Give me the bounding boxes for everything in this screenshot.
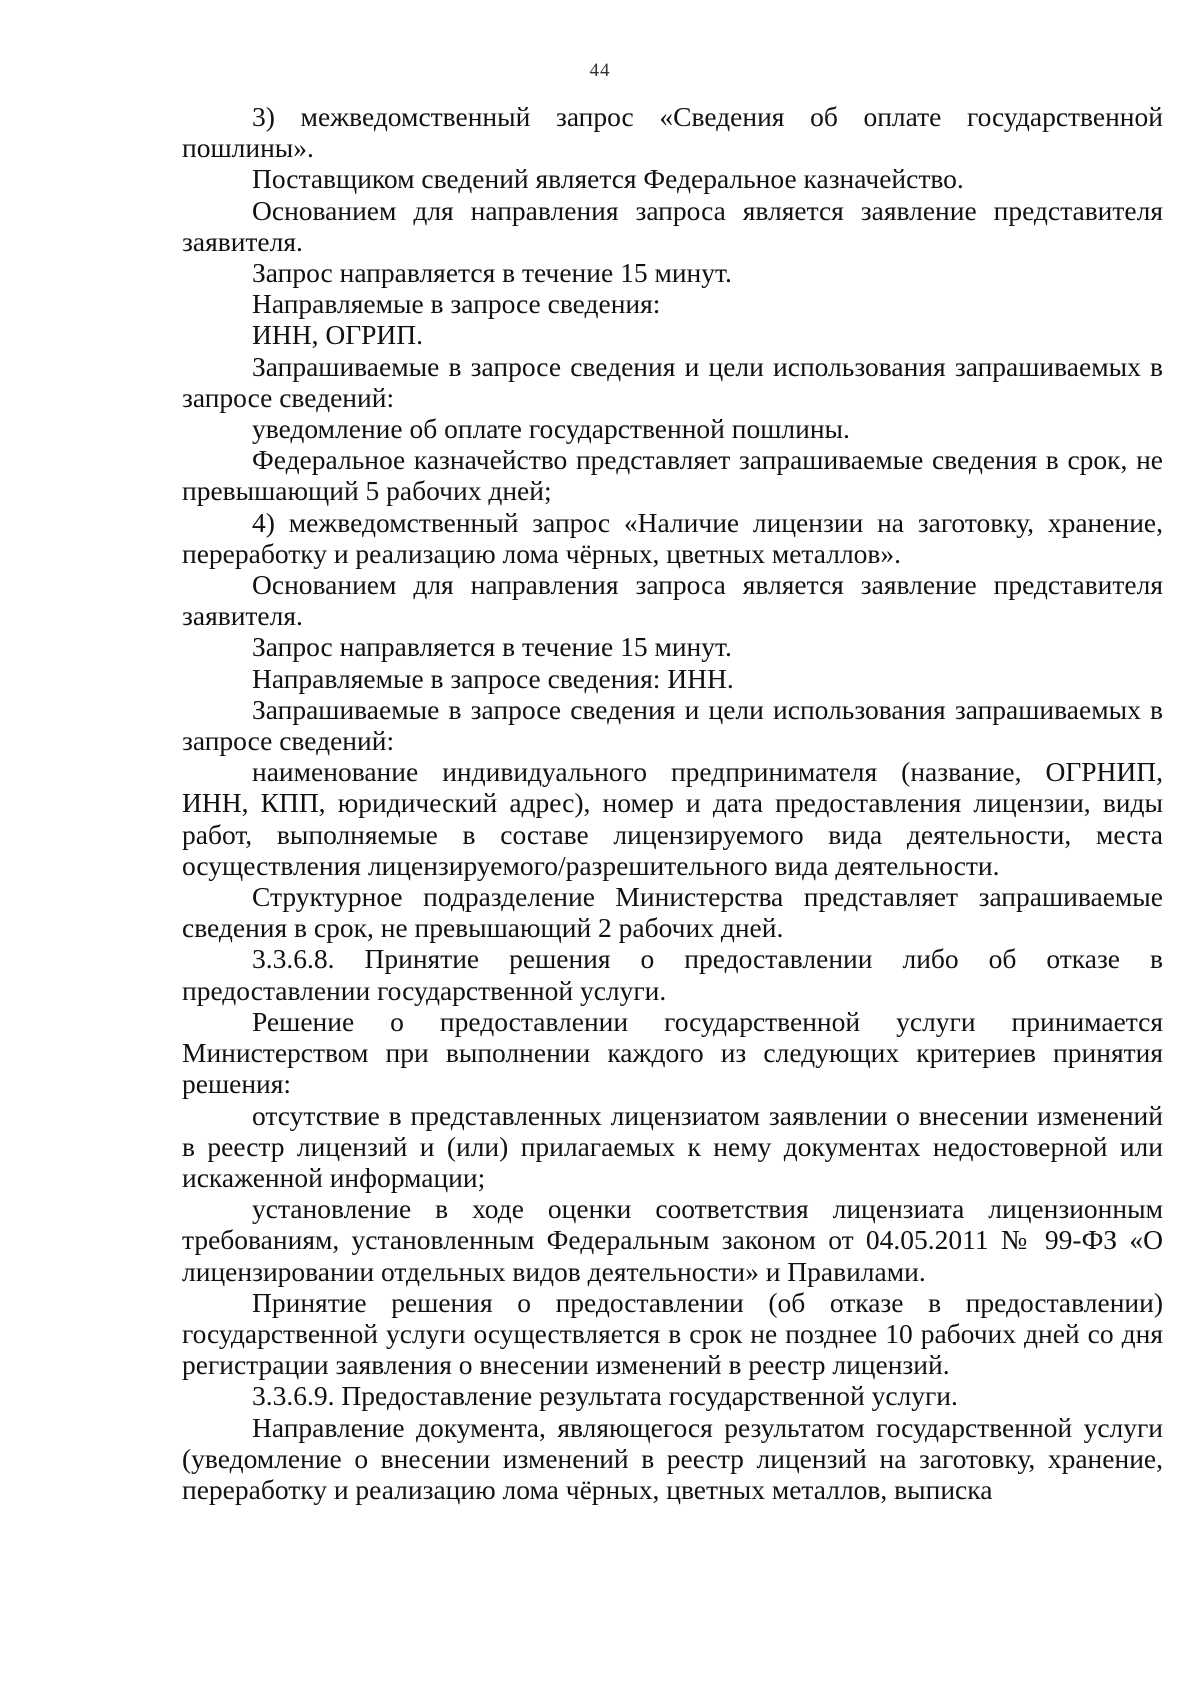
paragraph: Запрос направляется в течение 15 минут. [252,631,732,663]
paragraph: 3) межведомственный запрос «Сведения об оплате государственной пошлины». [182,101,1163,164]
paragraph: Направление документа, являющегося результатом государственной услуги (уведомление о внесении изменений в реестр лицензий на заготовку, хранение, переработку и реализацию лома чёрных, цветных металлов, выписка [182,1411,1163,1505]
paragraph: Структурное подразделение Министерства представляет запрашиваемые сведения в срок, не превышающий 2 рабочих дней. [182,881,1163,944]
paragraph: наименование индивидуального предпринимателя (название, ОГРНИП, ИНН, КПП, юридический адрес), номер и дата предоставления лицензии, виды работ, выполняемые в составе лицензируемого вида деятельности, места осуществления лицензируемого/разрешительного вида деятельности. [182,756,1163,881]
page-number: 44 [589,60,611,81]
paragraph: уведомление об оплате государственной пошлины. [252,413,850,445]
paragraph: установление в ходе оценки соответствия лицензиата лицензионным требованиям, установленным Федеральным законом от 04.05.2011 № 99-ФЗ «О лицензировании отдельных видов деятельности» и Правилами. [182,1193,1163,1287]
paragraph: Принятие решения о предоставлении (об отказе в предоставлении) государственной услуги осуществляется в срок не позднее 10 рабочих дней со дня регистрации заявления о внесении изменений в реестр лицензий. [182,1286,1163,1381]
paragraph: Запрос направляется в течение 15 минут. [252,257,732,289]
paragraph: 3.3.6.8. Принятие решения о предоставлении либо об отказе в предоставлении государственной услуги. [182,943,1163,1006]
paragraph: Решение о предоставлении государственной услуги принимается Министерством при выполнении каждого из следующих критериев принятия решения: [182,1005,1163,1100]
paragraph: Запрашиваемые в запросе сведения и цели использования запрашиваемых в запросе сведений: [182,350,1163,413]
paragraph: Основанием для направления запроса является заявление представителя заявителя. [182,569,1163,632]
paragraph: Основанием для направления запроса является заявление представителя заявителя. [182,194,1163,257]
paragraph: ИНН, ОГРИП. [252,319,423,351]
paragraph: Запрашиваемые в запросе сведения и цели использования запрашиваемых в запросе сведений: [182,693,1163,757]
paragraph: 4) межведомственный запрос «Наличие лицензии на заготовку, хранение, переработку и реализацию лома чёрных, цветных металлов». [182,506,1163,569]
paragraph: Направляемые в запросе сведения: ИНН. [252,662,734,694]
document-body [182,101,1163,1505]
paragraph: 3.3.6.9. Предоставление результата государственной услуги. [252,1380,958,1412]
paragraph: Направляемые в запросе сведения: [252,288,661,320]
paragraph: отсутствие в представленных лицензиатом заявлении о внесении изменений в реестр лицензий и (или) прилагаемых к нему документах недостоверной или искаженной информации; [182,1099,1163,1193]
paragraph: Поставщиком сведений является Федеральное казначейство. [252,163,964,195]
paragraph: Федеральное казначейство представляет запрашиваемые сведения в срок, не превышающий 5 рабочих дней; [182,444,1163,507]
